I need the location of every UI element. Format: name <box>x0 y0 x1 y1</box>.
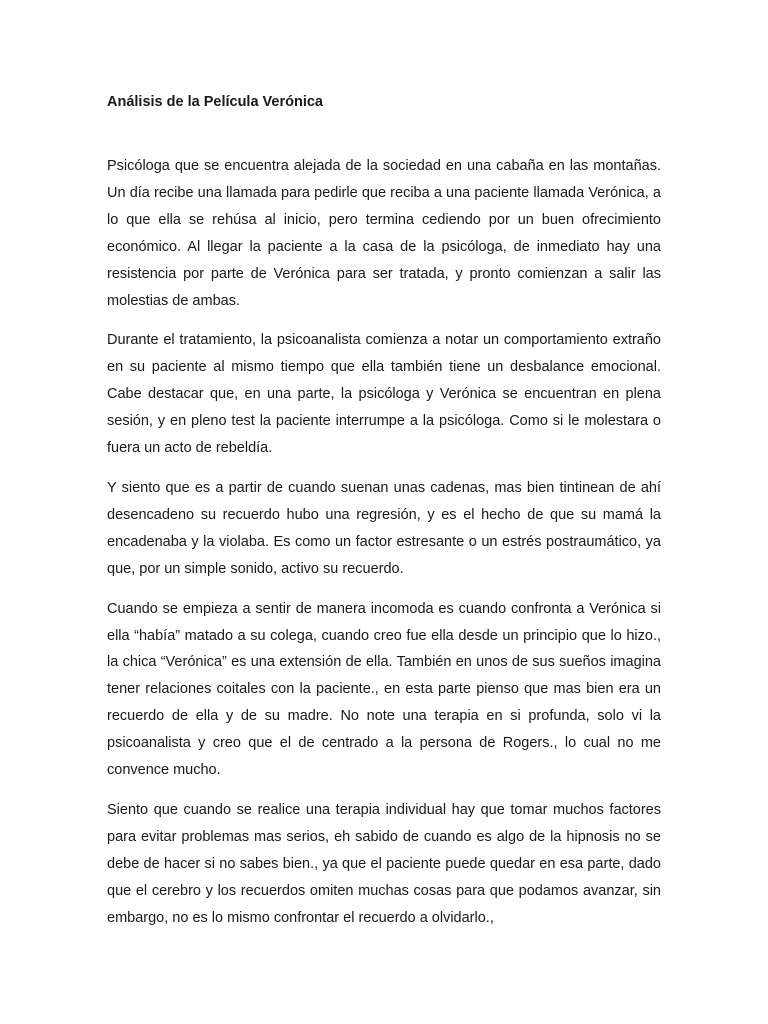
paragraph-5: Siento que cuando se realice una terapia individual hay que tomar muchos factores para evitar problemas mas serios, eh sabido de cuando es algo de la hipnosis no se debe de hacer si no sabes bien., ya que el paciente puede quedar en esa parte, dado que el cerebro y los recuerdos omiten muchas cosas para que podamos avanzar, sin embargo, no es lo mismo confrontar el recuerdo a olvidarlo., <box>107 801 661 926</box>
paragraph-4: Cuando se empieza a sentir de manera incomoda es cuando confronta a Verónica si ella “había” matado a su colega, cuando creo fue ella desde un principio que lo hizo., la chica “Verónica” es una extensión de ella. También en unos de sus sueños imagina tener relaciones coitales con la paciente., en esta parte pienso que mas bien era un recuerdo de ella y de su madre. No note una terapia en si profunda, solo vi la psicoanalista y creo que el de centrado a la persona de Rogers., lo cual no me convence mucho. <box>107 600 661 779</box>
paragraph-2: Durante el tratamiento, la psicoanalista comienza a notar un comportamiento extraño en su paciente al mismo tiempo que ella también tiene un desbalance emocional. Cabe destacar que, en una parte, la psicóloga y Verónica se encuentran en plena sesión, y en pleno test la paciente interrumpe a la psicóloga. Como si le molestara o fuera un acto de rebeldía. <box>107 332 661 457</box>
document-title: Análisis de la Película Verónica <box>107 94 323 110</box>
document-body <box>107 153 661 944</box>
paragraph-3: Y siento que es a partir de cuando suenan unas cadenas, mas bien tintinean de ahí desencadeno su recuerdo hubo una regresión, y es el hecho de que su mamá la encadenaba y la violaba. Es como un factor estresante o un estrés postraumático, ya que, por un simple sonido, activo su recuerdo. <box>107 479 661 577</box>
paragraph-1: Psicóloga que se encuentra alejada de la sociedad en una cabaña en las montañas. Un día recibe una llamada para pedirle que reciba a una paciente llamada Verónica, a lo que ella se rehúsa al inicio, pero termina cediendo por un buen ofrecimiento económico. Al llegar la paciente a la casa de la psicóloga, de inmediato hay una resistencia por parte de Verónica para ser tratada, y pronto comienzan a salir las molestias de ambas. <box>107 158 661 309</box>
